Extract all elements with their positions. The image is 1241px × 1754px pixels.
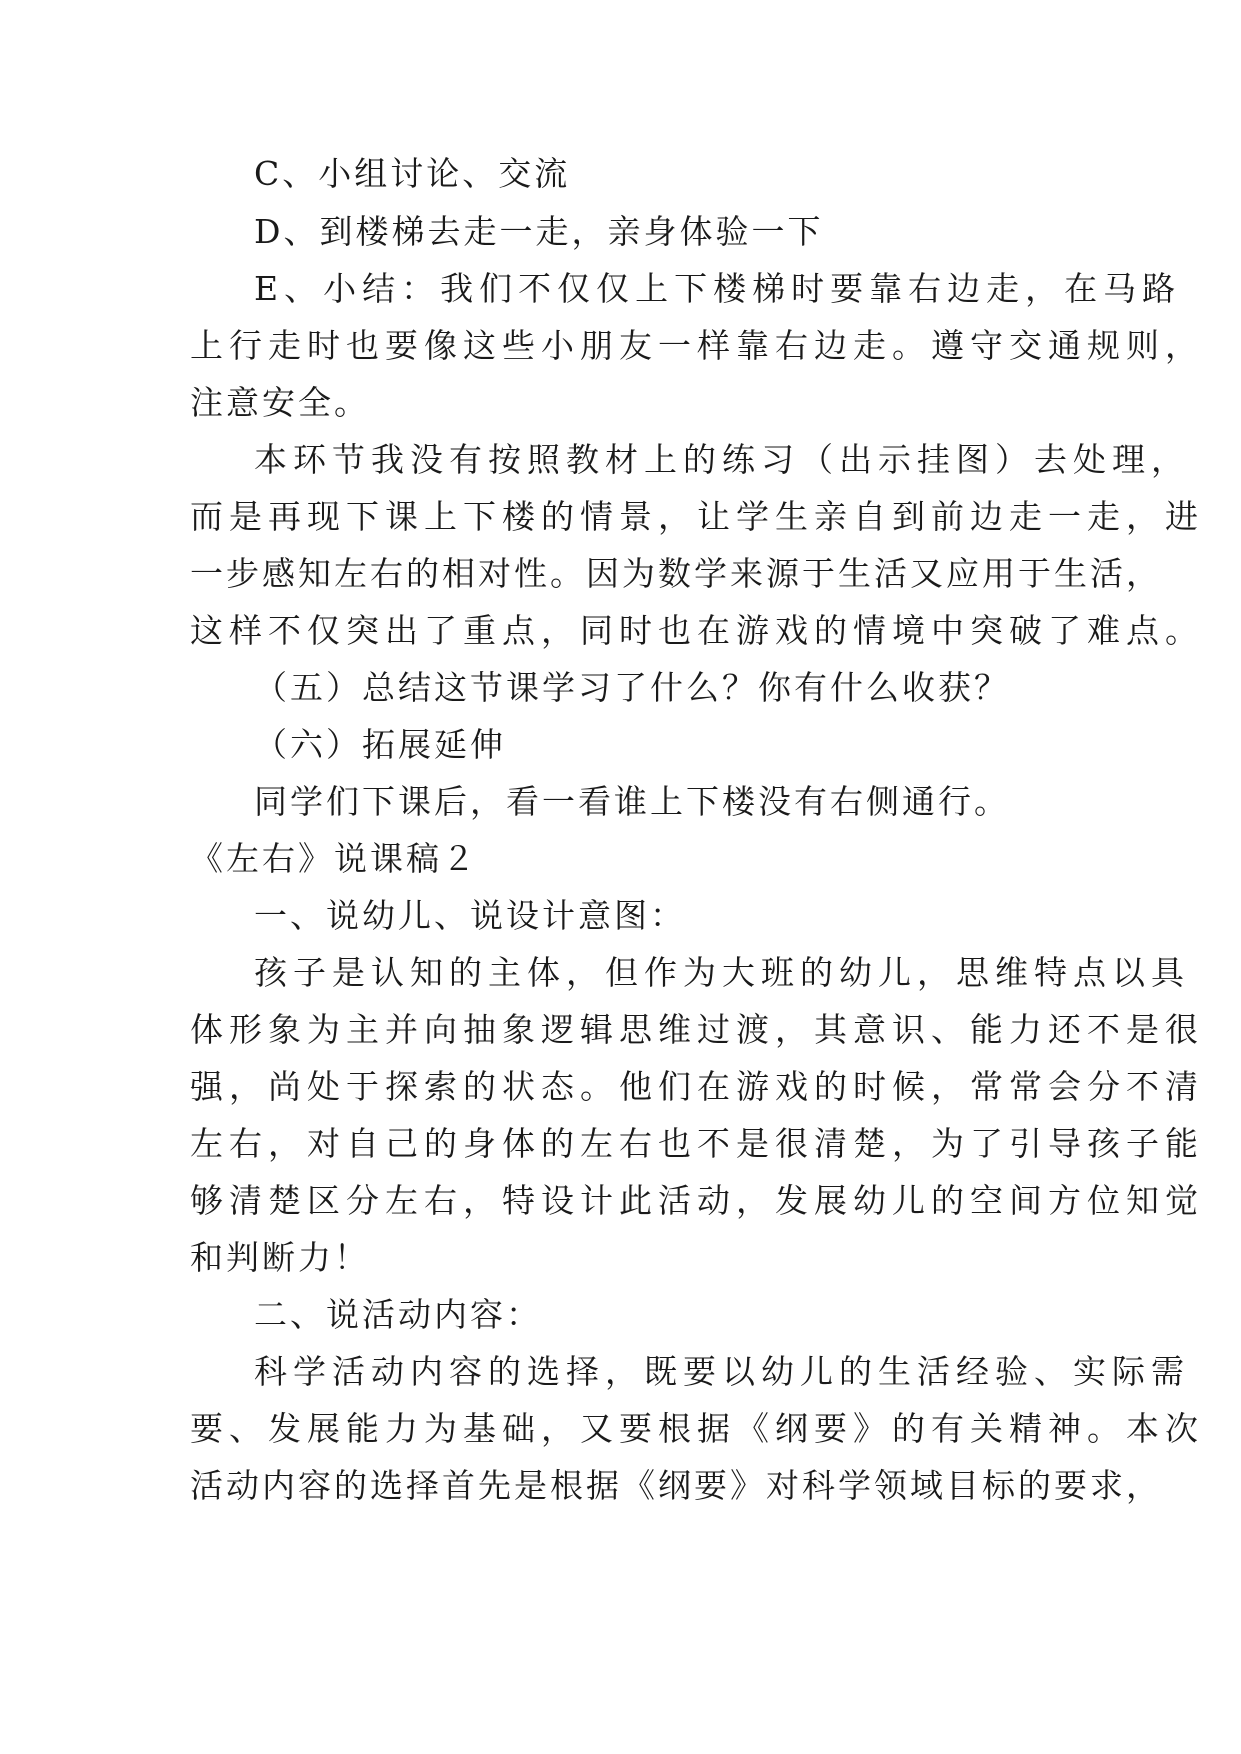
text-line: E、小结：我们不仅仅上下楼梯时要靠右边走，在马路 <box>254 269 1182 308</box>
text-line: 强，尚处于探索的状态。他们在游戏的时候，常常会分不清 <box>190 1067 1204 1106</box>
text-line: 同学们下课后，看一看谁上下楼没有右侧通行。 <box>254 782 1010 821</box>
text-line: （五）总结这节课学习了什么？你有什么收获？ <box>254 668 1010 707</box>
text-line: 注意安全。 <box>190 383 370 422</box>
text-line: 而是再现下课上下楼的情景，让学生亲自到前边走一走，进 <box>190 497 1204 536</box>
text-line: 这样不仅突出了重点，同时也在游戏的情境中突破了难点。 <box>190 611 1204 650</box>
text-line: 体形象为主并向抽象逻辑思维过渡，其意识、能力还不是很 <box>190 1010 1204 1049</box>
text-line: 一、说幼儿、说设计意图： <box>254 896 686 935</box>
text-line: 本环节我没有按照教材上的练习（出示挂图）去处理， <box>254 440 1190 479</box>
text-line: 上行走时也要像这些小朋友一样靠右边走。遵守交通规则， <box>190 326 1204 365</box>
text-line: 孩子是认知的主体，但作为大班的幼儿，思维特点以具 <box>254 953 1190 992</box>
text-line: （六）拓展延伸 <box>254 725 506 764</box>
section-heading: 《左右》说课稿２ <box>190 839 478 878</box>
text-line: 二、说活动内容： <box>254 1295 542 1334</box>
text-line: 一步感知左右的相对性。因为数学来源于生活又应用于生活， <box>190 554 1162 593</box>
text-line: 和判断力！ <box>190 1238 370 1277</box>
text-line: 活动内容的选择首先是根据《纲要》对科学领域目标的要求， <box>190 1466 1162 1505</box>
text-line: 要、发展能力为基础，又要根据《纲要》的有关精神。本次 <box>190 1409 1204 1448</box>
text-line: C、小组讨论、交流 <box>254 154 571 193</box>
text-line: 科学活动内容的选择，既要以幼儿的生活经验、实际需 <box>254 1352 1190 1391</box>
text-line: 左右，对自己的身体的左右也不是很清楚，为了引导孩子能 <box>190 1124 1204 1163</box>
text-line: D、到楼梯去走一走，亲身体验一下 <box>254 212 824 251</box>
text-line: 够清楚区分左右，特设计此活动，发展幼儿的空间方位知觉 <box>190 1181 1204 1220</box>
